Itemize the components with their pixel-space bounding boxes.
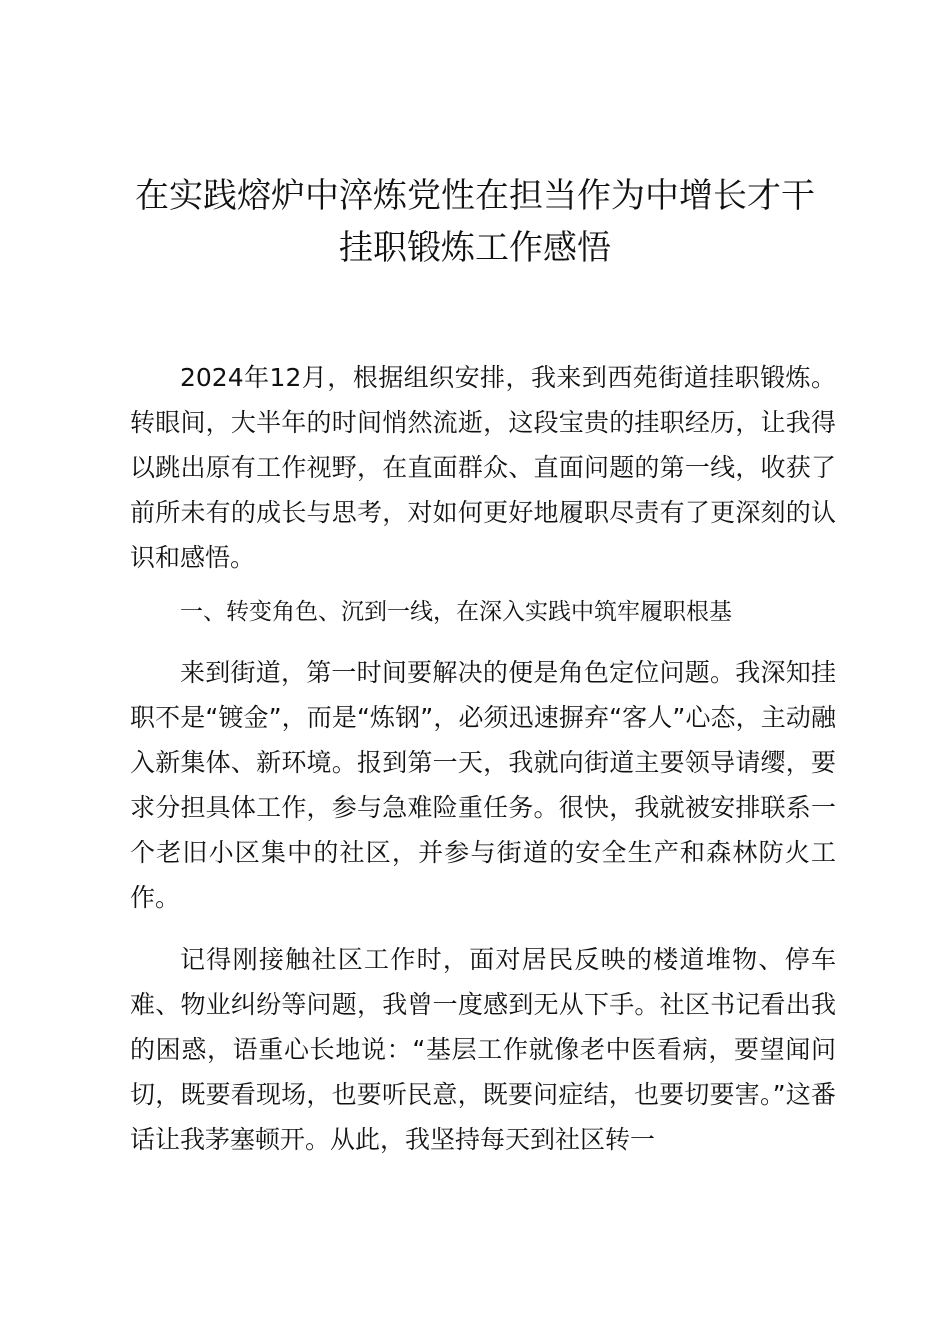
section-heading-1: 一、转变角色、沉到一线，在深入实践中筑牢履职根基 — [180, 599, 732, 625]
document-title-line-1: 在实践熔炉中淬炼党性在担当作为中增长才干 — [135, 176, 815, 216]
paragraph-community-work: 记得刚接触社区工作时，面对居民反映的楼道堆物、停车难、物业纠纷等问题，我曾一度感到无从下手。社区书记看出我的困惑，语重心长地说：“基层工作就像老中医看病，要望闻问切，既要看现场，也要听民意，既要问症结，也要切要害。”这番话让我茅塞顿开。从此，我坚持每天到社区转一 — [130, 945, 836, 1154]
document-title-line-2: 挂职锻炼工作感悟 — [339, 228, 611, 268]
paragraph-role-change: 来到街道，第一时间要解决的便是角色定位问题。我深知挂职不是“镀金”，而是“炼钢”，必须迅速摒弃“客人”心态，主动融入新集体、新环境。报到第一天，我就向街道主要领导请缨，要求分担具体工作，参与急难险重任务。很快，我就被安排联系一个老旧小区集中的社区，并参与街道的安全生产和森林防火工作。 — [130, 658, 836, 912]
paragraph-intro: 2024年12月，根据组织安排，我来到西苑街道挂职锻炼。转眼间，大半年的时间悄然流逝，这段宝贵的挂职经历，让我得以跳出原有工作视野，在直面群众、直面问题的第一线，收获了前所未有的成长与思考，对如何更好地履职尽责有了更深刻的认识和感悟。 — [130, 363, 836, 572]
